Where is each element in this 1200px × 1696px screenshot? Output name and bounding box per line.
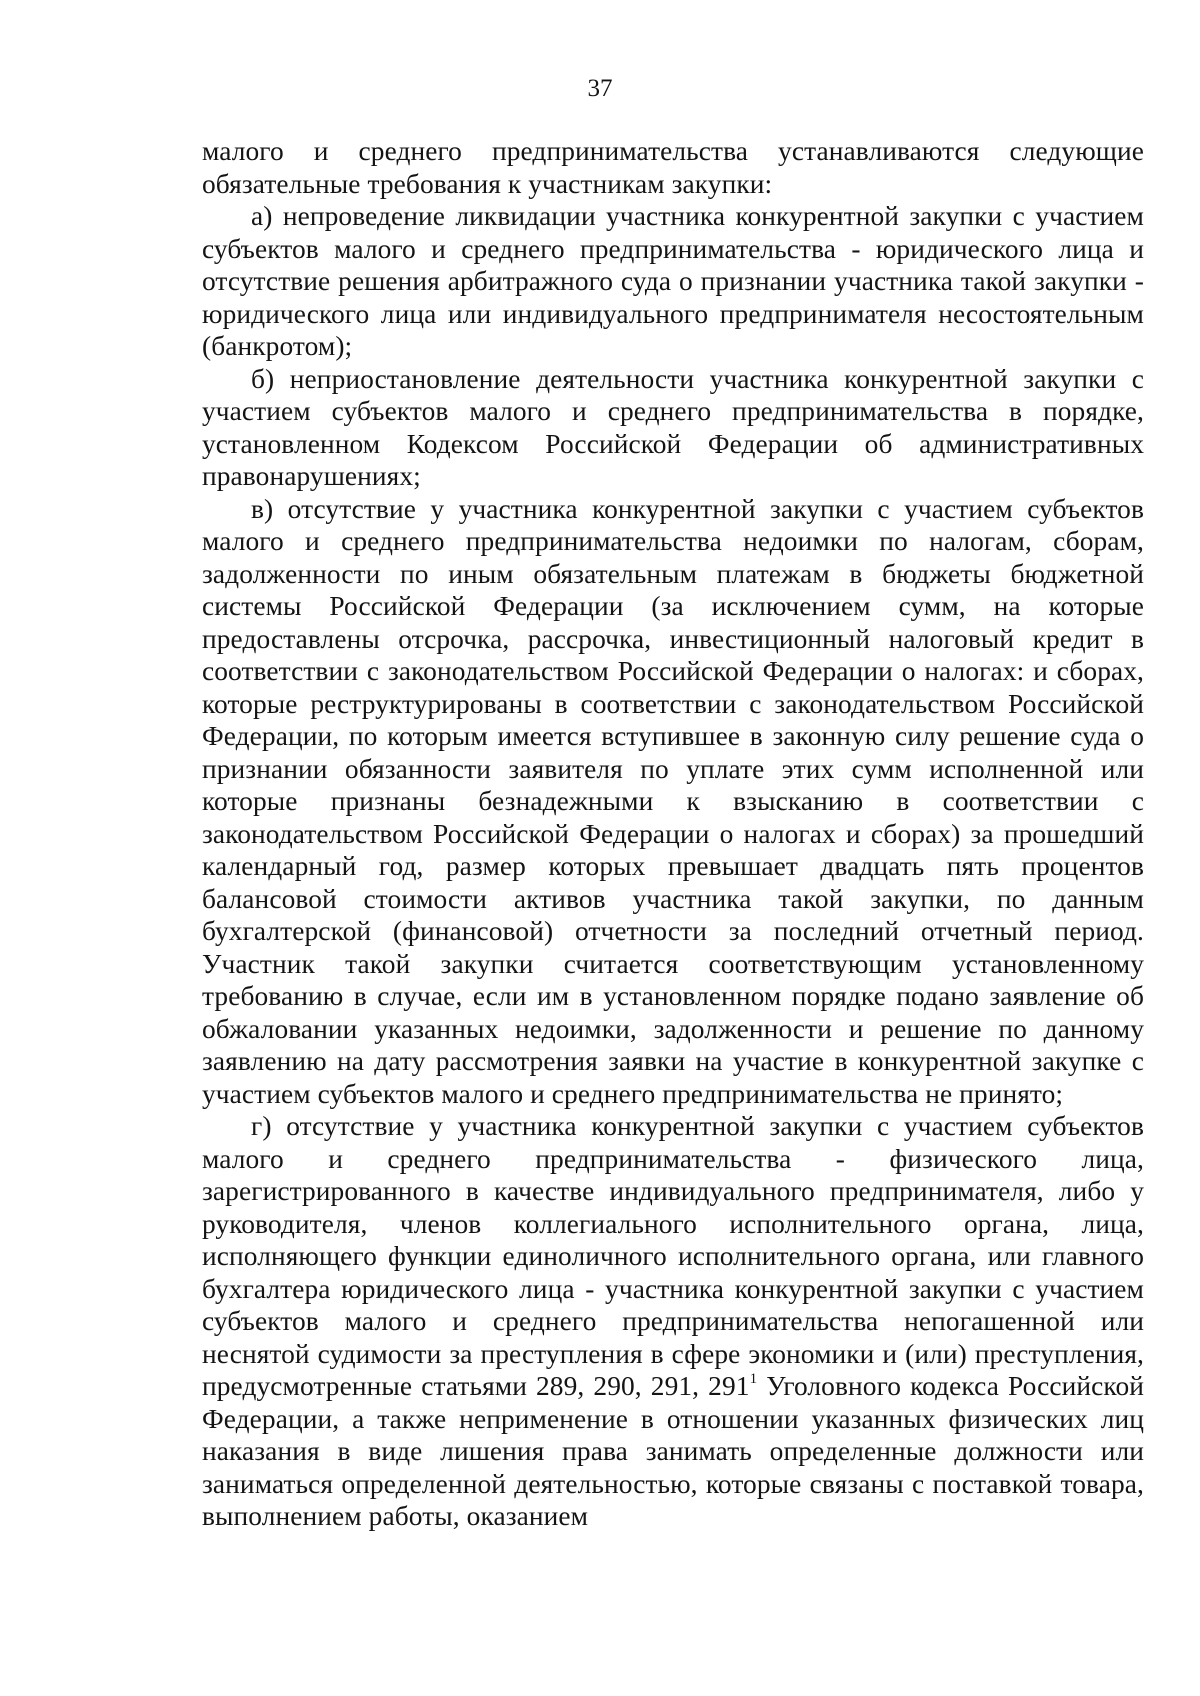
page-number: 37 <box>587 75 613 102</box>
paragraph-item-g-text-after: Уголовного кодекса Российской Федерации, а также неприменение в отношении указанных физических лиц наказания в виде лишения права занимать определенные должности или заниматься определенной деятельностью, которые связаны с поставкой товара, выполнением работы, оказанием <box>202 1371 1144 1531</box>
paragraph-item-b: б) неприостановление деятельности участника конкурентной закупки с участием субъектов малого и среднего предпринимательства в порядке, установленном Кодексом Российской Федерации об административных правонарушениях; <box>202 363 1144 491</box>
paragraph-item-g-text-before: г) отсутствие у участника конкурентной закупки с участием субъектов малого и среднего предпринимательства - физического лица, зарегистрированного в качестве индивидуального предпринимателя, либо у руководителя, членов коллегиального исполнительного органа, лица, исполняющего функции единоличного исполнительного органа, или главного бухгалтера юридического лица - участника конкурентной закупки с участием субъектов малого и среднего предпринимательства непогашенной или неснятой судимости за преступления в сфере экономики и (или) преступления, предусмотренные статьями 289, 290, 291, 291 <box>202 1111 1144 1401</box>
paragraph-intro: малого и среднего предпринимательства устанавливаются следующие обязательные требования к участникам закупки: <box>202 136 1144 199</box>
paragraph-item-v: в) отсутствие у участника конкурентной закупки с участием субъектов малого и среднего предпринимательства недоимки по налогам, сборам, задолженности по иным обязательным платежам в бюджеты бюджетной системы Российской Федерации (за исключением сумм, на которые предоставлены отсрочка, рассрочка, инвестиционный налоговый кредит в соответствии с законодательством Российской Федерации о налогах: и сборах, которые реструктурированы в соответствии с законодательством Российской Федерации, по которым имеется вступившее в законную силу решение суда о признании обязанности заявителя по уплате этих сумм исполненной или которые признаны безнадежными к взысканию в соответствии с законодательством Российской Федерации о налогах и сборах) за прошедший календарный год, размер которых превышает двадцать пять процентов балансовой стоимости активов участника такой закупки, по данным бухгалтерской (финансовой) отчетности за последний отчетный период. Участник такой закупки считается соответствующим установленному требованию в случае, если им в установленном порядке подано заявление об обжаловании указанных недоимки, задолженности и решение по данному заявлению на дату рассмотрения заявки на участие в конкурентной закупке с участием субъектов малого и среднего предпринимательства не принято; <box>202 493 1144 1109</box>
paragraph-item-a: а) непроведение ликвидации участника конкурентной закупки с участием субъектов малого и среднего предпринимательства - юридического лица и отсутствие решения арбитражного суда о признании участника такой закупки - юридического лица или индивидуального предпринимателя несостоятельным (банкротом); <box>202 201 1144 361</box>
document-body <box>202 135 1144 1533</box>
paragraph-item-g <box>202 1110 1144 1533</box>
article-superscript: 1 <box>749 1370 758 1387</box>
